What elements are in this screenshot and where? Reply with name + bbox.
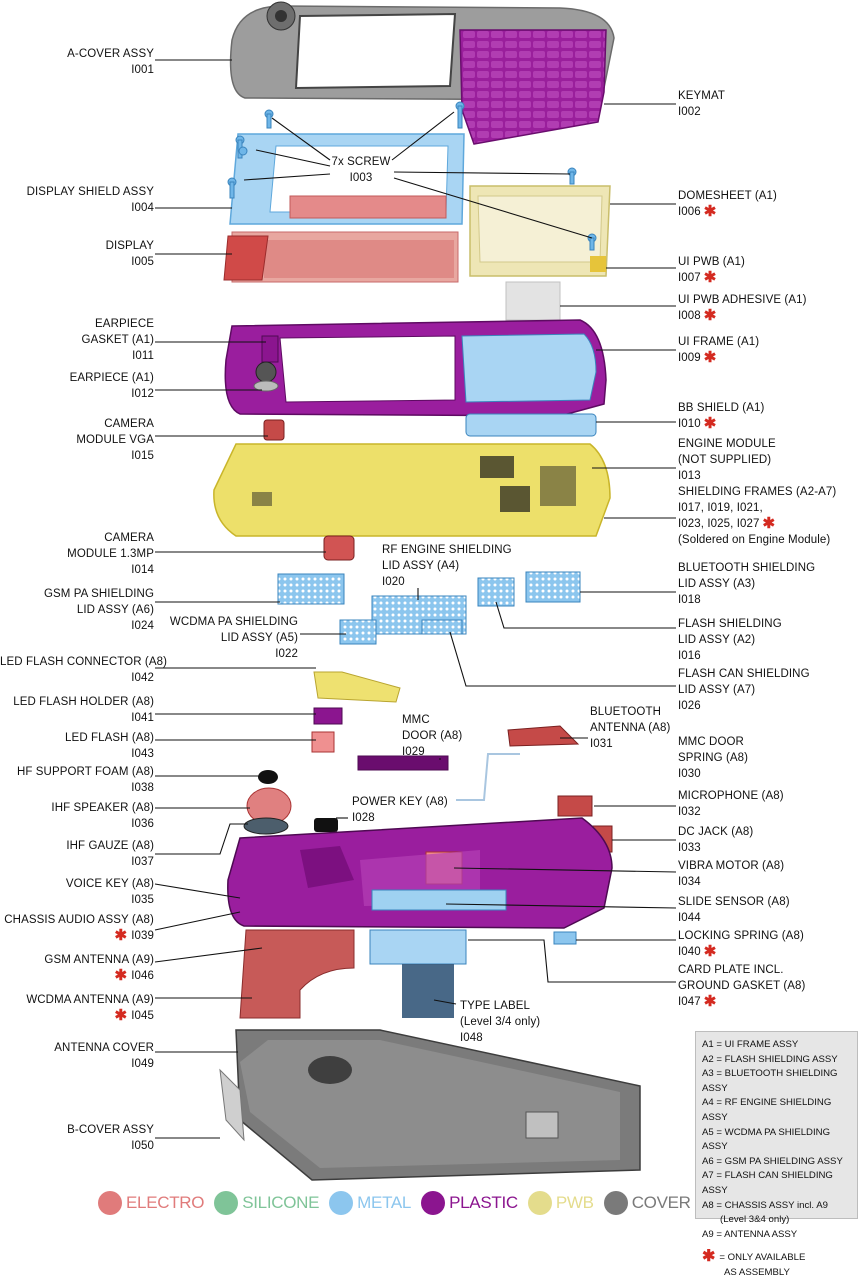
star-icon: ✱ bbox=[703, 349, 717, 366]
label-locking-spring: LOCKING SPRING (A8) I040 ✱ bbox=[678, 930, 804, 960]
label-domesheet: DOMESHEET (A1) I006 ✱ bbox=[678, 190, 777, 220]
material-swatch bbox=[528, 1191, 552, 1215]
label-flash-shield: FLASH SHIELDING LID ASSY (A2) I016 bbox=[678, 618, 782, 662]
star-icon: ✱ bbox=[703, 943, 717, 960]
label-earpiece-gasket: EARPIECE GASKET (A1) I011 bbox=[81, 318, 154, 362]
power-key-part bbox=[314, 818, 338, 832]
led-flash-holder-part bbox=[314, 708, 342, 724]
bt-shield-part bbox=[526, 572, 580, 602]
type-label-part bbox=[402, 964, 454, 1018]
material-label: METAL bbox=[357, 1193, 412, 1212]
legend-item: A6 = GSM PA SHIELDING ASSY bbox=[702, 1155, 843, 1167]
label-screw: 7x SCREW I003 bbox=[331, 156, 391, 184]
label-camera-13mp: CAMERA MODULE 1.3MP I014 bbox=[67, 532, 154, 576]
ui-pwb-adhesive-part bbox=[506, 282, 560, 320]
gsm-pa-shield-part bbox=[278, 574, 344, 604]
label-display-shield: DISPLAY SHIELD ASSY I004 bbox=[26, 186, 154, 214]
material-swatch bbox=[604, 1191, 628, 1215]
label-slide-sensor: SLIDE SENSOR (A8) I044 bbox=[678, 896, 790, 924]
legend-item: A5 = WCDMA PA SHIELDING ASSY bbox=[702, 1126, 831, 1153]
star-icon: ✱ bbox=[703, 269, 717, 286]
legend-item: A7 = FLASH CAN SHIELDING ASSY bbox=[702, 1170, 833, 1196]
domesheet-part bbox=[470, 186, 610, 276]
keymat-part bbox=[460, 30, 606, 144]
material-silicone bbox=[214, 1191, 319, 1215]
label-led-flash-connector: LED FLASH CONNECTOR (A8) I042 bbox=[0, 656, 168, 684]
label-bt-antenna: BLUETOOTH ANTENNA (A8) I031 bbox=[590, 706, 671, 750]
star-icon: ✱ bbox=[702, 1248, 716, 1266]
label-flash-can-shield: FLASH CAN SHIELDING LID ASSY (A7) I026 bbox=[678, 668, 810, 712]
locking-spring-part bbox=[554, 932, 576, 944]
legend-item: A1 = UI FRAME ASSY bbox=[702, 1039, 799, 1050]
material-swatch bbox=[98, 1191, 122, 1215]
label-b-cover: B-COVER ASSY I050 bbox=[67, 1124, 154, 1152]
label-ui-pwb: UI PWB (A1) I007 ✱ bbox=[678, 256, 745, 286]
label-mmc-door-spring: MMC DOOR SPRING (A8) I030 bbox=[678, 736, 749, 780]
legend-item: A8 = CHASSIS ASSY incl. A9 bbox=[702, 1199, 828, 1211]
material-swatch bbox=[214, 1191, 238, 1215]
label-gsm-antenna: GSM ANTENNA (A9) ✱ I046 bbox=[44, 954, 154, 984]
label-earpiece: EARPIECE (A1) I012 bbox=[69, 372, 154, 400]
legend-item: A2 = FLASH SHIELDING ASSY bbox=[702, 1053, 838, 1065]
wcdma-pa-shield-part bbox=[340, 620, 376, 644]
label-bt-shield: BLUETOOTH SHIELDING LID ASSY (A3) I018 bbox=[678, 562, 816, 606]
b-cover-part bbox=[220, 1030, 640, 1180]
star-icon: ✱ bbox=[114, 967, 128, 984]
label-voice-key: VOICE KEY (A8) I035 bbox=[65, 878, 154, 906]
label-ui-pwb-adhesive: UI PWB ADHESIVE (A1) I008 ✱ bbox=[678, 294, 807, 324]
mmc-door-spring-part bbox=[456, 754, 520, 800]
star-icon: ✱ bbox=[703, 993, 717, 1010]
label-ui-frame: UI FRAME (A1) I009 ✱ bbox=[678, 336, 760, 366]
assembly-legend bbox=[695, 1031, 858, 1278]
label-ihf-gauze: IHF GAUZE (A8) I037 bbox=[66, 840, 154, 868]
chassis-part bbox=[228, 818, 612, 928]
legend-item: A9 = ANTENNA ASSY bbox=[702, 1228, 798, 1240]
material-cover bbox=[604, 1191, 691, 1215]
display-part bbox=[224, 232, 458, 282]
label-type-label: TYPE LABEL (Level 3/4 only) I048 bbox=[460, 1000, 541, 1044]
label-vibra-motor: VIBRA MOTOR (A8) I034 bbox=[678, 860, 785, 888]
legend-item: (Level 3&4 only) bbox=[720, 1214, 790, 1226]
label-camera-vga: CAMERA MODULE VGA I015 bbox=[76, 418, 154, 462]
label-mmc-door: MMC DOOR (A8) I029 bbox=[402, 714, 463, 758]
label-gsm-pa-shield: GSM PA SHIELDING LID ASSY (A6) I024 bbox=[43, 588, 154, 632]
card-plate-part bbox=[370, 930, 466, 964]
flash-can-shield-part bbox=[422, 620, 462, 634]
camera-13mp-part bbox=[324, 536, 354, 560]
star-icon: ✱ bbox=[703, 415, 717, 432]
hf-support-foam-part bbox=[258, 770, 278, 784]
material-metal bbox=[329, 1191, 411, 1215]
label-antenna-cover: ANTENNA COVER I049 bbox=[54, 1042, 154, 1070]
star-icon: ✱ bbox=[703, 203, 717, 220]
label-bb-shield: BB SHIELD (A1) I010 ✱ bbox=[678, 402, 765, 432]
material-pwb bbox=[528, 1191, 594, 1215]
label-card-plate: CARD PLATE INCL. GROUND GASKET (A8) I047 ✱ bbox=[678, 964, 806, 1010]
material-swatch bbox=[421, 1191, 445, 1215]
label-dc-jack: DC JACK (A8) I033 bbox=[678, 826, 754, 854]
led-flash-connector-part bbox=[314, 672, 400, 702]
label-wcdma-antenna: WCDMA ANTENNA (A9) ✱ I045 bbox=[26, 994, 154, 1024]
engine-module-part bbox=[214, 444, 610, 536]
legend-item: A4 = RF ENGINE SHIELDING ASSY bbox=[702, 1097, 832, 1123]
material-plastic bbox=[421, 1191, 518, 1215]
label-led-flash-holder: LED FLASH HOLDER (A8) I041 bbox=[13, 696, 154, 724]
label-power-key: POWER KEY (A8) I028 bbox=[352, 796, 448, 824]
label-microphone: MICROPHONE (A8) I032 bbox=[678, 790, 784, 818]
earpiece-gasket-part bbox=[262, 336, 278, 362]
label-a-cover: A-COVER ASSY I001 bbox=[67, 48, 154, 76]
bt-antenna-part bbox=[508, 726, 578, 746]
earpiece-part bbox=[254, 362, 278, 391]
label-ihf-speaker: IHF SPEAKER (A8) I036 bbox=[51, 802, 154, 830]
label-chassis-audio: CHASSIS AUDIO ASSY (A8) ✱ I039 bbox=[4, 914, 154, 944]
label-display: DISPLAY I005 bbox=[105, 240, 154, 268]
star-icon: ✱ bbox=[703, 307, 717, 324]
legend-note: ✱ = ONLY AVAILABLE AS ASSEMBLY bbox=[702, 1248, 806, 1278]
label-keymat: KEYMAT I002 bbox=[678, 90, 726, 118]
legend-item: A3 = BLUETOOTH SHIELDING ASSY bbox=[702, 1068, 838, 1094]
material-label: ELECTRO bbox=[126, 1193, 205, 1212]
label-wcdma-pa-shield: WCDMA PA SHIELDING LID ASSY (A5) I022 bbox=[169, 616, 298, 660]
antenna-assy-part bbox=[240, 930, 354, 1018]
material-swatch bbox=[329, 1191, 353, 1215]
label-engine-module: ENGINE MODULE (NOT SUPPLIED) I013 SHIELDING FRAMES (A2-A7) I017, I019, I021, I023, I025, I027 ✱ (Soldered on Engine Module) bbox=[678, 438, 837, 546]
label-rf-engine-shield: RF ENGINE SHIELDING LID ASSY (A4) I020 bbox=[382, 544, 512, 588]
material-label: PWB bbox=[555, 1193, 594, 1212]
star-icon: ✱ bbox=[114, 927, 128, 944]
material-label: COVER bbox=[631, 1193, 691, 1212]
ihf-gauze-part bbox=[244, 818, 288, 834]
led-flash-part bbox=[312, 732, 334, 752]
star-icon: ✱ bbox=[114, 1007, 128, 1024]
microphone-part bbox=[558, 796, 592, 816]
material-label: PLASTIC bbox=[449, 1193, 518, 1212]
star-icon: ✱ bbox=[762, 515, 776, 532]
ui-frame-part bbox=[225, 320, 606, 436]
camera-vga-part bbox=[264, 420, 284, 440]
material-label: SILICONE bbox=[242, 1193, 320, 1212]
material-legend bbox=[98, 1190, 701, 1216]
label-hf-support-foam: HF SUPPORT FOAM (A8) I038 bbox=[16, 766, 154, 794]
material-electro bbox=[98, 1191, 204, 1215]
label-led-flash: LED FLASH (A8) I043 bbox=[65, 732, 154, 760]
